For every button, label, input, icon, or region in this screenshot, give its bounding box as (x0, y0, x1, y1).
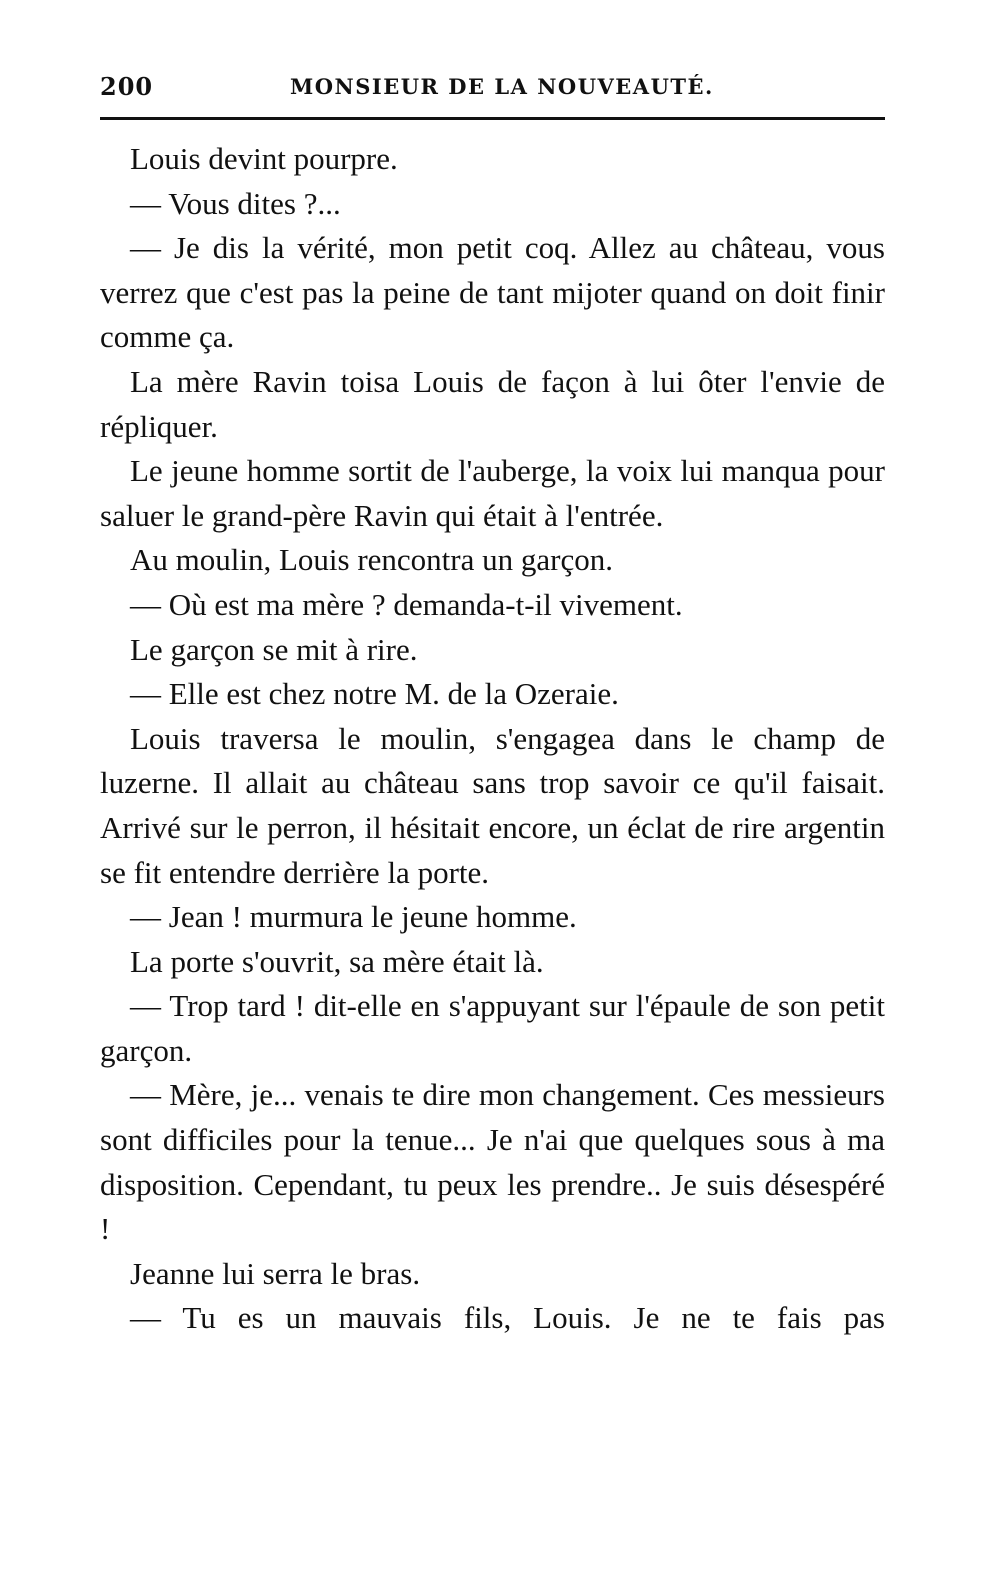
paragraph: La porte s'ouvrit, sa mère était là. (130, 943, 544, 979)
paragraph: — Jean ! murmura le jeune homme. (130, 899, 577, 935)
paragraph: Jeanne lui serra le bras. (130, 1255, 421, 1291)
paragraph: — Où est ma mère ? demanda-t-il vivement. (130, 586, 683, 622)
paragraph: — Mère, je... venais te dire mon changement. Ces messieurs sont difficiles pour la tenue... Je n'ai que quelques sous à ma disposition. Cependant, tu peux les prendre.. Je suis désespéré ! (100, 1077, 885, 1247)
paragraph: Le garçon se mit à rire. (130, 631, 418, 667)
paragraph: La mère Ravin toisa Louis de façon à lui ôter l'envie de répliquer. (100, 363, 885, 444)
paragraph: — Elle est chez notre M. de la Ozeraie. (130, 676, 619, 712)
paragraph: — Tu es un mauvais fils, Louis. Je ne te fais pas (130, 1300, 885, 1336)
paragraph: Louis traversa le moulin, s'engagea dans le champ de luzerne. Il allait au château sans trop savoir ce qu'il faisait. Arrivé sur le perron, il hésitait encore, un éclat de rire argentin se fit entendre derrière la porte. (100, 720, 885, 890)
body-text (100, 137, 885, 1341)
paragraph: — Je dis la vérité, mon petit coq. Allez au château, vous verrez que c'est pas la peine de tant mijoter quand on doit finir comme ça. (100, 230, 885, 355)
paragraph: — Vous dites ?... (130, 185, 341, 221)
page-number: 200 (100, 72, 154, 101)
paragraph: Louis devint pourpre. (130, 141, 398, 176)
running-title: MONSIEUR DE LA NOUVEAUTÉ. (290, 74, 714, 99)
header-rule (100, 117, 885, 120)
paragraph: Au moulin, Louis rencontra un garçon. (130, 542, 613, 578)
running-head (100, 66, 885, 106)
paragraph: Le jeune homme sortit de l'auberge, la voix lui manqua pour saluer le grand-père Ravin qui était à l'entrée. (100, 453, 885, 533)
paragraph: — Trop tard ! dit-elle en s'appuyant sur l'épaule de son petit garçon. (100, 988, 885, 1068)
